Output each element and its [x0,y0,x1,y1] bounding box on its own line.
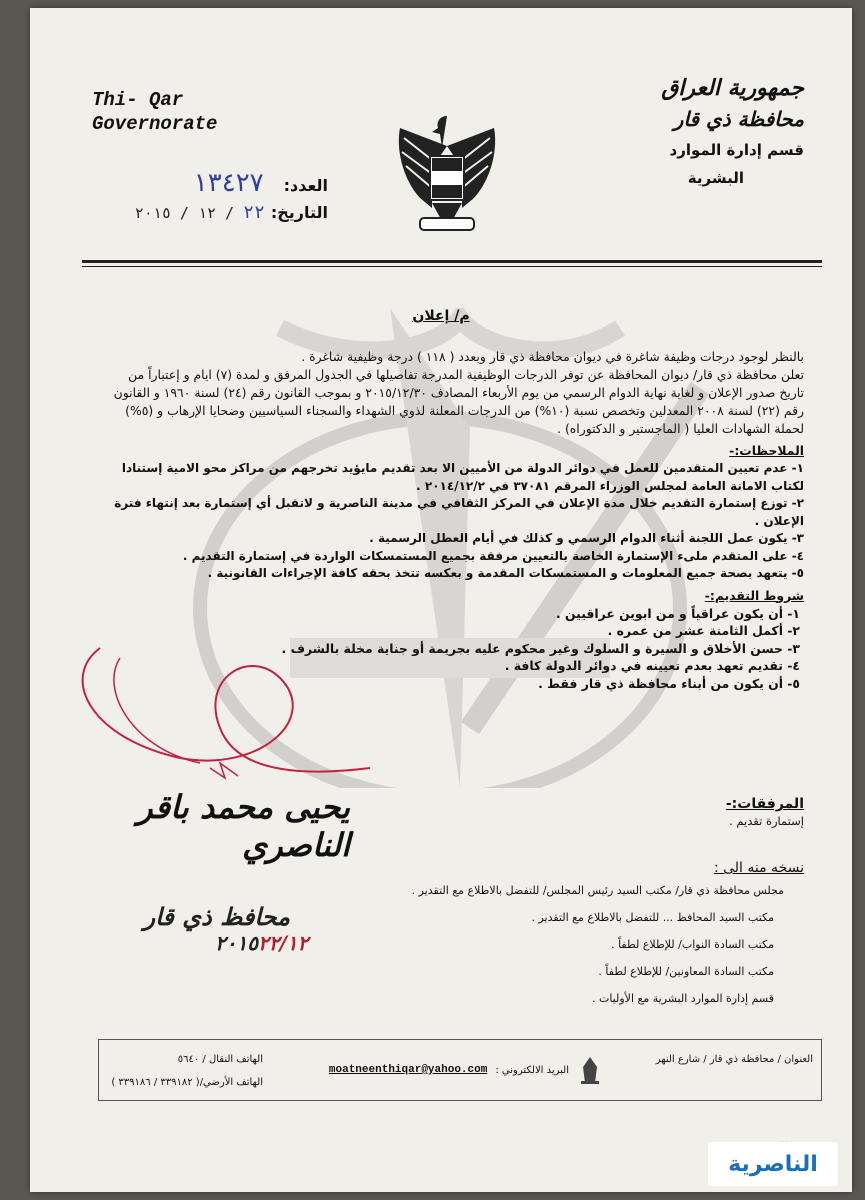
attachments-heading: المرفقات:- [725,796,804,812]
signatory-title: محافظ ذي قار [143,902,290,931]
attachment-item: إستمارة تقديم . [729,814,804,828]
signature-date-handwritten: ٢٢/١٢ [257,931,309,955]
reference-date-row [98,202,328,236]
footer-email-label: البريد الالكتروني : [495,1064,569,1076]
governorate-logo-icon [577,1055,603,1085]
number-value: ١٣٤٢٧ [193,168,264,198]
governorate-name: محافظة ذي قار [673,107,804,131]
note-item: ٢- توزع إستمارة التقديم خلال مدة الإعلان في المركز الثقافي في مدينة الناصرية و لاتقبل أي إستمارة بعد إنتهاء فترة الإعلان . [114,496,804,528]
footer-landline: الهاتف الأرضي/( ٣٣٩١٨٢ / ٣٣٩١٨٦ ) [111,1077,263,1088]
signatory-name: يحيى محمد باقر الناصري [137,788,350,864]
copies-heading: نسخه منه الى : [713,860,804,876]
document-sheet [30,8,852,1192]
document-footer [98,1039,822,1101]
site-logo-text: الناصرية [728,1151,818,1177]
condition-item: ٣- حسن الأخلاق و السيرة و السلوك وغير محكوم عليه بجريمة أو جناية مخلة بالشرف . [281,640,800,656]
number-label: العدد: [283,176,328,195]
note-item: ٥- يتعهد بصحة جميع المعلومات و المستمسكات المقدمة و بعكسه تتخذ بحقه كافة الإجراءات القانونية . [207,566,804,580]
copy-recipient: مجلس محافظة ذي قار/ مكتب السيد رئيس المجلس/ للتفضل بالاطلاع مع التقدير . [411,884,784,897]
eagle-emblem-icon [392,108,502,238]
department-name-2: البشرية [687,169,744,187]
department-name: قسم إدارة الموارد [669,141,804,159]
date-label: التاريخ: [270,203,328,222]
date-value [135,202,265,223]
republic-name: جمهورية العراق [661,76,804,101]
condition-item: ١- أن يكون عراقياً و من ابوين عراقيين . [556,605,800,621]
footer-phones [99,1040,273,1100]
condition-item: ٥- أن يكون من أبناء محافظة ذي قار فقط . [538,675,800,691]
footer-mobile: الهاتف النقال / ٥٦٤٠ [177,1054,263,1065]
date-rest: / ١٢ / ٢٠١٥ [134,204,235,222]
condition-item: ٤- تقديم تعهد بعدم تعيينه في دوائر الدولة كافة . [504,658,800,673]
footer-email[interactable]: moatneenthiqar@yahoo.com [328,1064,488,1076]
copy-recipient: قسم إدارة الموارد البشرية مع الأوليات . [591,992,774,1005]
copy-recipient: مكتب السادة المعاونين/ للإطلاع لطفاً . [598,965,774,978]
announcement-title: م/ إعلان [412,308,470,324]
announcement-paragraph-1: بالنظر لوجود درجات وظيفة شاغرة في ديوان محافظة ذي قار وبعدد ( ١١٨ ) درجة وظيفية شاغرة . [301,349,804,364]
copy-recipient: مكتب السادة النواب/ للإطلاع لطفاً . [611,938,774,951]
header-divider-thin [82,266,822,267]
attachments-block [504,796,804,828]
notes-heading: الملاحظات:- [729,443,804,458]
reference-block [98,168,328,236]
note-item: ٣- يكون عمل اللجنة أثناء الدوام الرسمي و كذلك في أيام العطل الرسمية . [369,531,804,545]
date-day: ٢٢ [243,202,265,223]
signature-date-year: ٢٠١٥ [215,931,258,955]
footer-address: العنوان / محافظة ذي قار / شارع النهر [655,1054,813,1065]
copies-block [244,860,804,1007]
announcement-paragraph-2: تعلن محافظة ذي قار/ ديوان المحافظة عن توفر الدرجات الوظيفية المدرجة تفاصيلها في الجدول المرفق و لمدة (٧) ايام و إعتباراً من تاريخ صدور الإعلان و لغاية نهاية الدوام الرسمي من يوم الأربعاء المصادف ٢٠١٥/١٢/٣٠ و بموجب القانون رقم (٢٤) لسنة ١٩٦٠ و القانون رقم (٢٢) لسنة ٢٠٠٨ المعدلين وتخصص نسبة (١٠%) من الدرجات المعلنة لذوي الشهداء والسجناء السياسيين وضحايا الإرهاب و (٥%) لحملة الشهادات العليا ( الماجستير و الدكتوراه) . [113,367,804,436]
reference-number-row [98,168,328,202]
arabic-header [604,76,804,187]
note-item: ٤- على المتقدم ملىء الإستمارة الخاصة بالتعيين مرفقة بجميع المستمسكات الواردة في إستمارة التقديم . [182,548,804,563]
english-header-line1: Thi- Qar [92,89,184,111]
english-header [92,88,217,136]
copy-recipient: مكتب السيد المحافظ ... للتفضل بالاطلاع مع التقدير . [531,911,774,924]
note-item: ١- عدم تعيين المتقدمين للعمل في دوائر الدولة من الأميين الا بعد تقديم مايؤيد تخرجهم من مراكز محو الامية إستنادا لكتاب الامانة العامة لمجلس الوزراء المرقم ٣٧٠٨١ في ٢٠١٤/١٢/٢ . [121,461,804,493]
site-logo [708,1142,838,1186]
english-header-line2: Governorate [92,113,218,135]
red-pen-mark-icon [60,638,390,798]
conditions-heading: شروط التقديم:- [704,587,804,603]
footer-email-block [273,1040,613,1100]
header-divider [82,260,822,263]
condition-item: ٢- أكمل الثامنة عشر من عمره . [607,623,800,638]
